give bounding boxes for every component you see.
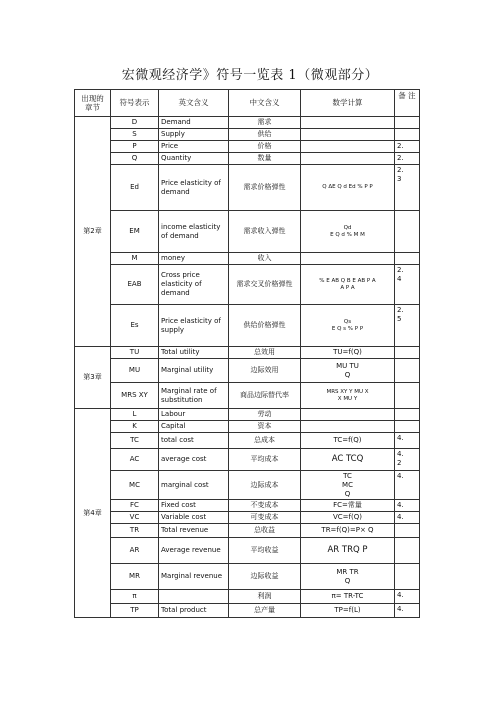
symbol-cell: MU — [111, 359, 159, 383]
note-cell — [395, 538, 420, 564]
note-cell — [395, 564, 420, 590]
formula-cell: % E AB Q B E AB P A A P A — [301, 265, 395, 305]
chinese-cell: 边际成本 — [229, 471, 301, 500]
chapter-cell: 第2章 — [75, 117, 111, 347]
symbol-cell: VC — [111, 512, 159, 524]
table-row — [75, 305, 420, 347]
note-cell: 2. 5 — [395, 305, 420, 347]
symbol-cell: MC — [111, 471, 159, 500]
table-row — [75, 500, 420, 512]
symbol-cell: D — [111, 117, 159, 129]
formula-cell: TP=f(L) — [301, 604, 395, 618]
english-cell: Marginal rate of substitution — [159, 383, 229, 409]
chinese-cell: 平均收益 — [229, 538, 301, 564]
chinese-cell: 总产量 — [229, 604, 301, 618]
chinese-cell: 总收益 — [229, 524, 301, 538]
chinese-cell: 商品边际替代率 — [229, 383, 301, 409]
formula-cell: π= TR-TC — [301, 590, 395, 604]
formula-cell: FC=常量 — [301, 500, 395, 512]
symbol-cell: FC — [111, 500, 159, 512]
symbol-cell: P — [111, 141, 159, 153]
chapter-cell: 第4章 — [75, 409, 111, 618]
header-chapter: 出现的 章节 — [75, 90, 111, 117]
symbol-cell: AC — [111, 449, 159, 471]
chinese-cell: 资本 — [229, 421, 301, 433]
table-row — [75, 359, 420, 383]
english-cell: Total revenue — [159, 524, 229, 538]
table-row — [75, 449, 420, 471]
english-cell: Total utility — [159, 347, 229, 359]
formula-cell: AR TRQ P — [301, 538, 395, 564]
table-row — [75, 165, 420, 211]
formula-cell: MR TR Q — [301, 564, 395, 590]
chinese-cell: 总成本 — [229, 433, 301, 449]
note-cell — [395, 129, 420, 141]
note-cell: 2. 3 — [395, 165, 420, 211]
english-cell: income elasticity of demand — [159, 211, 229, 253]
symbol-cell: Es — [111, 305, 159, 347]
note-cell — [395, 421, 420, 433]
chinese-cell: 利润 — [229, 590, 301, 604]
note-cell — [395, 409, 420, 421]
table-row — [75, 433, 420, 449]
english-cell: Labour — [159, 409, 229, 421]
table-row — [75, 409, 420, 421]
english-cell: average cost — [159, 449, 229, 471]
table-row — [75, 421, 420, 433]
formula-cell: MU TU Q — [301, 359, 395, 383]
note-cell: 2. — [395, 153, 420, 165]
chinese-cell: 边际收益 — [229, 564, 301, 590]
symbol-cell: L — [111, 409, 159, 421]
table-row — [75, 564, 420, 590]
note-cell — [395, 347, 420, 359]
table-row — [75, 524, 420, 538]
formula-cell: TR=f(Q)=P× Q — [301, 524, 395, 538]
note-cell — [395, 524, 420, 538]
symbol-cell: TP — [111, 604, 159, 618]
chapter-cell: 第3章 — [75, 347, 111, 409]
english-cell: Demand — [159, 117, 229, 129]
english-cell: Cross price elasticity of demand — [159, 265, 229, 305]
formula-cell — [301, 253, 395, 265]
english-cell: Supply — [159, 129, 229, 141]
chinese-cell: 总效用 — [229, 347, 301, 359]
note-cell: 4. — [395, 512, 420, 524]
table-row — [75, 347, 420, 359]
chinese-cell: 需求收入弹性 — [229, 211, 301, 253]
symbol-cell: M — [111, 253, 159, 265]
symbol-cell: S — [111, 129, 159, 141]
english-cell: Marginal utility — [159, 359, 229, 383]
header-note: 备 注 — [395, 90, 420, 117]
header-symbol: 符号表示 — [111, 90, 159, 117]
formula-cell: VC=f(Q) — [301, 512, 395, 524]
table-row — [75, 604, 420, 618]
chinese-cell: 需求价格弹性 — [229, 165, 301, 211]
note-cell: 2. — [395, 141, 420, 153]
english-cell: Variable cost — [159, 512, 229, 524]
formula-cell: TC MC Q — [301, 471, 395, 500]
english-cell: Price elasticity of demand — [159, 165, 229, 211]
chinese-cell: 需求 — [229, 117, 301, 129]
table-row — [75, 265, 420, 305]
chinese-cell: 供给价格弹性 — [229, 305, 301, 347]
header-english: 英文含义 — [159, 90, 229, 117]
note-cell: 4. — [395, 433, 420, 449]
symbol-cell: Q — [111, 153, 159, 165]
formula-cell — [301, 153, 395, 165]
note-cell — [395, 359, 420, 383]
page-title: 宏微观经济学》符号一览表 1（微观部分） — [121, 68, 379, 83]
chinese-cell: 可变成本 — [229, 512, 301, 524]
formula-cell — [301, 117, 395, 129]
chinese-cell: 不变成本 — [229, 500, 301, 512]
symbol-cell: MRS XY — [111, 383, 159, 409]
chinese-cell: 供给 — [229, 129, 301, 141]
symbol-cell: K — [111, 421, 159, 433]
chinese-cell: 价格 — [229, 141, 301, 153]
symbol-cell: TR — [111, 524, 159, 538]
formula-cell — [301, 409, 395, 421]
chinese-cell: 收入 — [229, 253, 301, 265]
table-row — [75, 512, 420, 524]
symbol-cell: TC — [111, 433, 159, 449]
symbol-cell: EAB — [111, 265, 159, 305]
note-cell — [395, 253, 420, 265]
chinese-cell: 平均成本 — [229, 449, 301, 471]
table-row — [75, 211, 420, 253]
english-cell: Capital — [159, 421, 229, 433]
symbol-cell: AR — [111, 538, 159, 564]
table-row — [75, 129, 420, 141]
table-row — [75, 117, 420, 129]
table-row — [75, 538, 420, 564]
formula-cell — [301, 421, 395, 433]
chinese-cell: 边际效用 — [229, 359, 301, 383]
english-cell: Marginal revenue — [159, 564, 229, 590]
formula-cell: Qs E Q s % P P — [301, 305, 395, 347]
symbol-table — [74, 89, 420, 618]
english-cell: Quantity — [159, 153, 229, 165]
note-cell — [395, 211, 420, 253]
english-cell: marginal cost — [159, 471, 229, 500]
table-row — [75, 383, 420, 409]
symbol-cell: π — [111, 590, 159, 604]
english-cell: money — [159, 253, 229, 265]
table-row — [75, 590, 420, 604]
symbol-cell: EM — [111, 211, 159, 253]
chinese-cell: 劳动 — [229, 409, 301, 421]
note-cell: 4. — [395, 590, 420, 604]
note-cell: 2. 4 — [395, 265, 420, 305]
chinese-cell: 数量 — [229, 153, 301, 165]
formula-cell — [301, 129, 395, 141]
formula-cell: Q ΔE Q d Ed % P P — [301, 165, 395, 211]
english-cell: Total product — [159, 604, 229, 618]
note-cell: 4. — [395, 500, 420, 512]
formula-cell: AC TCQ — [301, 449, 395, 471]
table-row — [75, 153, 420, 165]
table-row — [75, 471, 420, 500]
english-cell: total cost — [159, 433, 229, 449]
table-row — [75, 253, 420, 265]
note-cell: 4. — [395, 604, 420, 618]
symbol-cell: TU — [111, 347, 159, 359]
symbol-cell: MR — [111, 564, 159, 590]
note-cell — [395, 383, 420, 409]
formula-cell — [301, 141, 395, 153]
english-cell: Fixed cost — [159, 500, 229, 512]
formula-cell: Qd E Q d % M M — [301, 211, 395, 253]
english-cell: Price elasticity of supply — [159, 305, 229, 347]
header-chinese: 中文含义 — [229, 90, 301, 117]
english-cell: Average revenue — [159, 538, 229, 564]
english-cell: Price — [159, 141, 229, 153]
chinese-cell: 需求交叉价格弹性 — [229, 265, 301, 305]
formula-cell: TU=f(Q) — [301, 347, 395, 359]
english-cell — [159, 590, 229, 604]
note-cell: 4. 2 — [395, 449, 420, 471]
note-cell — [395, 117, 420, 129]
header-row — [75, 90, 420, 117]
header-formula: 数学计算 — [301, 90, 395, 117]
symbol-cell: Ed — [111, 165, 159, 211]
table-row — [75, 141, 420, 153]
formula-cell: MRS XY Y MU X X MU Y — [301, 383, 395, 409]
note-cell: 4. — [395, 471, 420, 500]
formula-cell: TC=f(Q) — [301, 433, 395, 449]
